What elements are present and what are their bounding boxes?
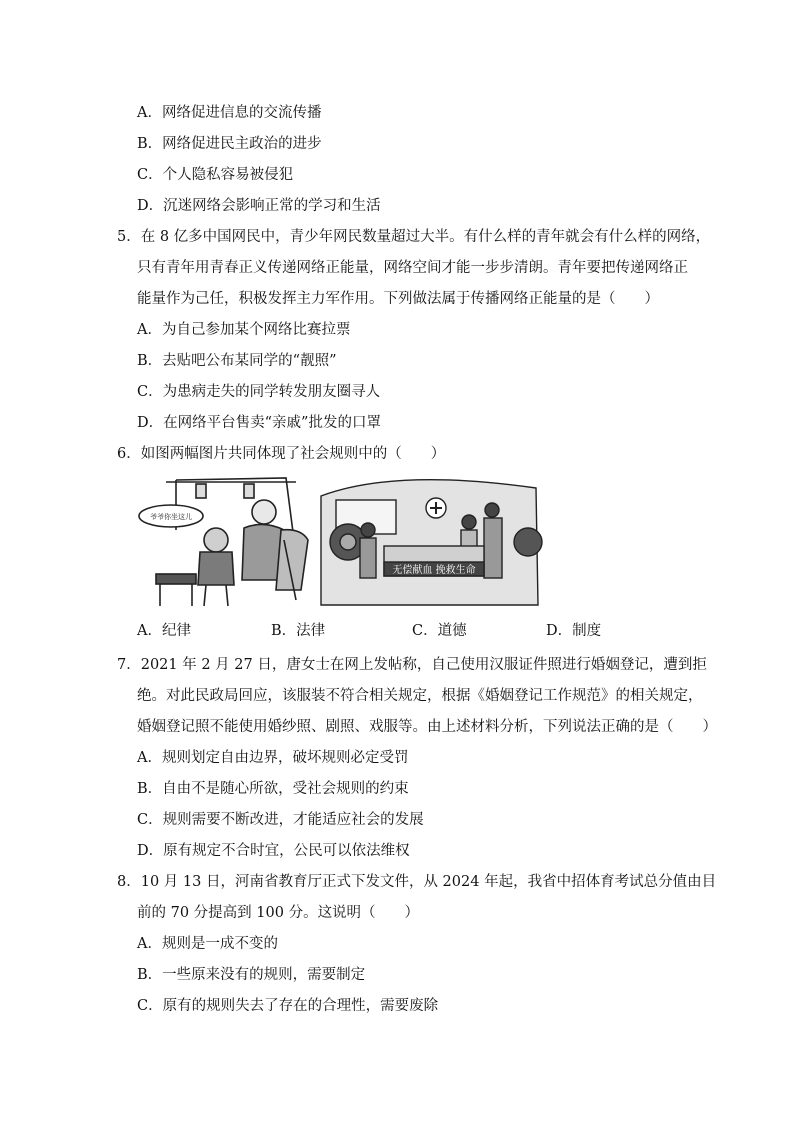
q7-option-b: B．自由不是随心所欲，受社会规则的约束 [137, 781, 409, 797]
q7-stem-line-3: 婚姻登记照不能使用婚纱照、剧照、戏服等。由上述材料分析，下列说法正确的是（ ） [137, 719, 717, 735]
q4-option-d: D．沉迷网络会影响正常的学习和生活 [137, 198, 381, 214]
q5-option-b: B．去贴吧公布某同学的“靓照” [137, 353, 337, 369]
q8-option-b: B．一些原来没有的规则，需要制定 [137, 967, 366, 983]
q6-option-d: D．制度 [546, 623, 602, 639]
right-banner-text: 无偿献血 挽救生命 [392, 565, 476, 576]
q4-option-a: A．网络促进信息的交流传播 [137, 105, 322, 121]
q8-option-a: A．规则是一成不变的 [137, 936, 278, 952]
q5-stem-line-1: 5．在 8 亿多中国网民中，青少年网民数量超过大半。有什么样的青年就会有什么样的网络， [117, 229, 711, 245]
q7-option-c: C．规则需要不断改进，才能适应社会的发展 [137, 812, 424, 828]
q5-option-c: C．为患病走失的同学转发朋友圈寻人 [137, 384, 381, 400]
q4-option-b: B．网络促进民主政治的进步 [137, 136, 322, 152]
left-speech-bubble-text: 爷爷你坐这儿 [150, 513, 192, 521]
q5-stem-line-3: 能量作为己任，积极发挥主力军作用。下列做法属于传播网络正能量的是（ ） [137, 291, 659, 307]
q7-option-a: A．规则划定自由边界，破坏规则必定受罚 [137, 750, 409, 766]
q7-stem-line-1: 7．2021 年 2 月 27 日，唐女士在网上发帖称，自己使用汉服证件照进行婚姻登记，遭到拒 [117, 657, 707, 673]
q4-option-c: C．个人隐私容易被侵犯 [137, 167, 294, 183]
q7-stem-line-2: 绝。对此民政局回应，该服装不符合相关规定，根据《婚姻登记工作规范》的相关规定， [137, 688, 703, 704]
q8-option-c: C．原有的规则失去了存在的合理性，需要废除 [137, 998, 439, 1014]
q6-option-c: C．道德 [412, 623, 467, 639]
q7-option-d: D．原有规定不合时宜，公民可以依法维权 [137, 843, 410, 859]
q6-options-row [137, 621, 657, 643]
q6-option-a: A．纪律 [137, 623, 191, 639]
q6-option-b: B．法律 [271, 623, 326, 639]
right-illustration-blood-donation [321, 480, 542, 605]
q8-stem-line-2: 前的 70 分提高到 100 分。这说明（ ） [137, 905, 420, 921]
q5-option-d: D．在网络平台售卖“亲戚”批发的口罩 [137, 415, 381, 431]
q5-option-a: A．为自己参加某个网络比赛拉票 [137, 322, 351, 338]
left-illustration-bus [139, 478, 308, 606]
q6-stem: 6．如图两幅图片共同体现了社会规则中的（ ） [117, 446, 446, 462]
q6-figure [136, 470, 546, 610]
q5-stem-line-2: 只有青年用青春正义传递网络正能量，网络空间才能一步步清朗。青年要把传递网络正 [137, 260, 688, 276]
q8-stem-line-1: 8．10 月 13 日，河南省教育厅正式下发文件，从 2024 年起，我省中招体育考试总分值由目 [117, 874, 717, 890]
